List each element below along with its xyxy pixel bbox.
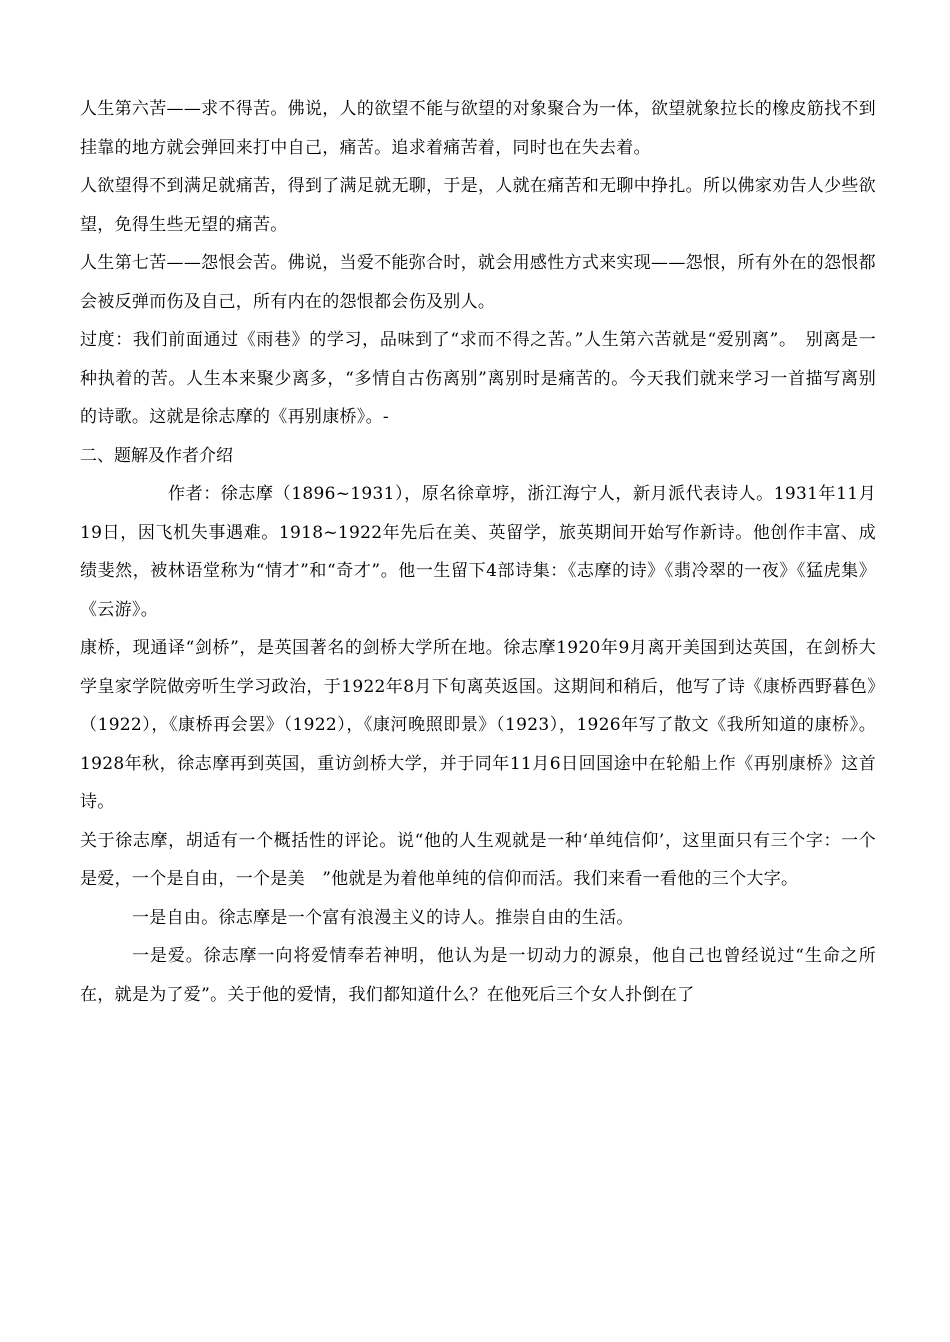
paragraph-seventh-suffering: 人生第七苦——怨恨会苦。佛说，当爱不能弥合时，就会用感性方式来实现——怨恨，所有外在的怨恨都会被反弹而伤及自己，所有内在的怨恨都会伤及别人。 <box>80 253 876 312</box>
paragraph-cambridge: 康桥，现通译“剑桥”，是英国著名的剑桥大学所在地。徐志摩1920年9月离开美国到达英国，在剑桥大学皇家学院做旁听生学习政治，于1922年8月下旬离英返国。这期间和稍后，他写了诗《康桥西野暮色》（1922），《康桥再会罢》（1922），《康河晚照即景》（1923），1926年写了散文《我所知道的康桥》。1928年秋，徐志摩再到英国，重访剑桥大学，并于同年11月6日回国途中在轮船上作《再别康桥》这首诗。 <box>80 638 876 812</box>
document-page <box>80 90 876 1014</box>
paragraph-sixth-suffering: 人生第六苦——求不得苦。佛说，人的欲望不能与欲望的对象聚合为一体，欲望就象拉长的橡皮筋找不到挂靠的地方就会弹回来打中自己，痛苦。追求着痛苦着，同时也在失去着。 <box>80 99 876 158</box>
section-heading: 二、题解及作者介绍 <box>80 445 233 466</box>
paragraph-author: 作者：徐志摩（1896~1931），原名徐章垿，浙江海宁人，新月派代表诗人。1931年11月19日，因飞机失事遇难。1918~1922年先后在美、英留学，旅英期间开始写作新诗。他创作丰富、成绩斐然，被林语堂称为“情才”和“奇才”。他一生留下4部诗集：《志摩的诗》《翡冷翠的一夜》《猛虎集》《云游》。 <box>80 484 876 620</box>
paragraph-desire: 人欲望得不到满足就痛苦，得到了满足就无聊，于是，人就在痛苦和无聊中挣扎。所以佛家劝告人少些欲望，免得生些无望的痛苦。 <box>80 176 876 235</box>
paragraph-love: 一是爱。徐志摩一向将爱情奉若神明，他认为是一切动力的源泉，他自己也曾经说过“生命之所在，就是为了爱”。关于他的爱情，我们都知道什么？在他死后三个女人扑倒在了 <box>80 946 876 1005</box>
paragraph-transition: 过度：我们前面通过《雨巷》的学习，品味到了“求而不得之苦。”人生第六苦就是“爱别离”。 别离是一种执着的苦。人生本来聚少离多，“多情自古伤离别”离别时是痛苦的。今天我们就来学习一首描写离别的诗歌。这就是徐志摩的《再别康桥》。- <box>80 330 876 427</box>
paragraph-freedom: 一是自由。徐志摩是一个富有浪漫主义的诗人。推崇自由的生活。 <box>132 907 634 928</box>
paragraph-hu-shi-comment: 关于徐志摩，胡适有一个概括性的评论。说“他的人生观就是一种‘单纯信仰’，这里面只有三个字：一个是爱，一个是自由，一个是美 ”他就是为着他单纯的信仰而活。我们来看一看他的三个大字。 <box>80 830 876 889</box>
